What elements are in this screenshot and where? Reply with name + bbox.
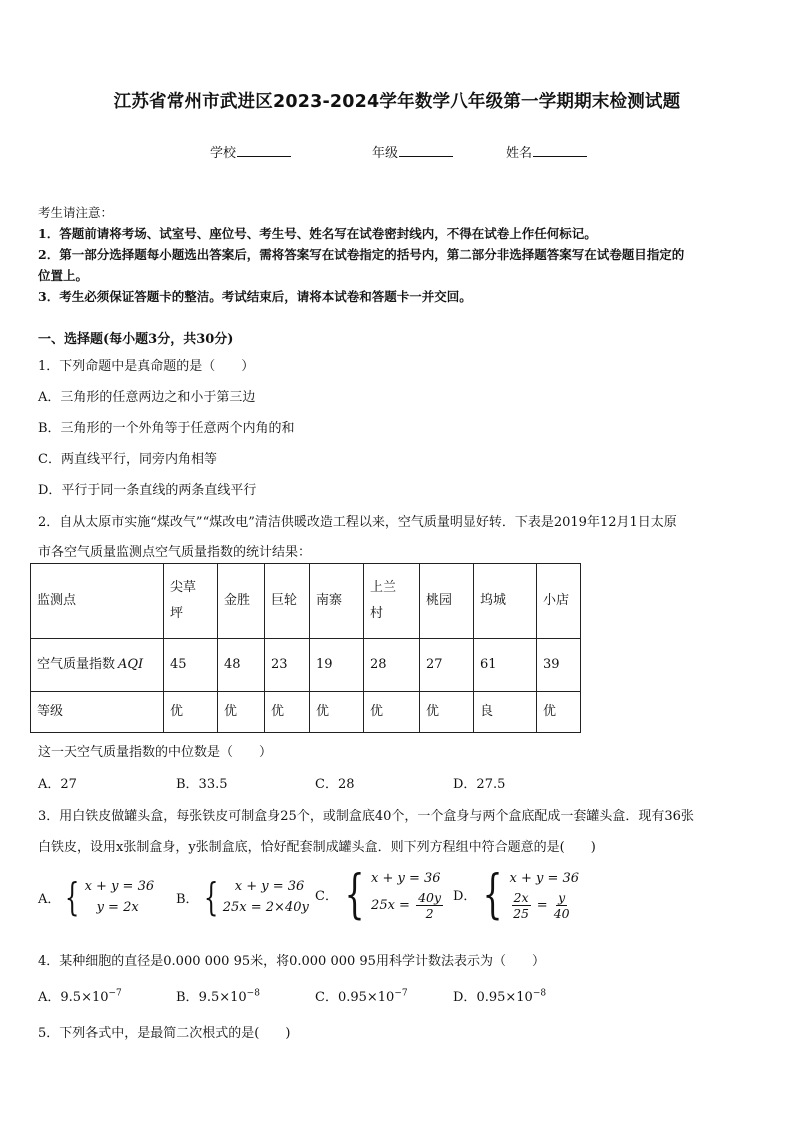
question-3-option-a [38, 876, 154, 918]
table-cell-station: 巨轮 [265, 564, 310, 639]
table-cell-value: 27 [420, 639, 474, 692]
school-blank [237, 144, 291, 157]
table-cell-station: 金胜 [218, 564, 265, 639]
question-2-stem-line1: 2．自从太原市实施“煤改气”“煤改电”清洁供暖改造工程以来，空气质量明显好转．下表是2019年12月1日太原 [38, 515, 677, 530]
question-3-option-b [176, 876, 309, 918]
table-cell-value: 61 [474, 639, 537, 692]
table-cell-value: 28 [364, 639, 420, 692]
question-1-option-d: D．平行于同一条直线的两条直线平行 [38, 483, 257, 498]
page-title: 江苏省常州市武进区2023-2024学年数学八年级第一学期期末检测试题 [113, 92, 681, 112]
table-cell-station: 上兰 村 [364, 564, 420, 639]
question-3-stem-line2: 白铁皮，设用x张制盒身，y张制盒底，恰好配套制成罐头盒．则下列方程组中符合题意的是( ) [38, 840, 596, 855]
option-label: D． [453, 889, 477, 904]
table-cell-grade: 优 [420, 692, 474, 733]
note-item: 3．考生必须保证答题卡的整洁。考试结束后，请将本试卷和答题卡一并交回。 [38, 289, 472, 304]
question-2-stem-line2: 市各空气质量监测点空气质量指数的统计结果： [38, 545, 312, 560]
equation: x + y = 36 [509, 871, 580, 886]
table-cell-label: 监测点 [31, 564, 164, 639]
notes-heading: 考生请注意： [38, 205, 114, 220]
question-2-option-d: D．27.5 [453, 777, 506, 792]
table-cell-value: 45 [164, 639, 218, 692]
equation: x + y = 36 [371, 871, 441, 886]
table-cell-value: 23 [265, 639, 310, 692]
equation: x + y = 36 [234, 879, 305, 894]
table-cell-grade: 优 [364, 692, 420, 733]
aqi-table [30, 563, 581, 733]
fraction-denominator: 2 [425, 906, 434, 921]
option-label: A． [38, 891, 61, 907]
question-4-stem: 4．某种细胞的直径是0.000 000 95米，将0.000 000 95用科学计数法表示为（ ） [38, 954, 545, 969]
grade-field [372, 142, 453, 161]
note-item: 2．第一部分选择题每小题选出答案后，需将答案写在试卷指定的括号内，第二部分非选择题答案写在试卷题目指定的 [38, 247, 685, 262]
question-3-option-d [453, 864, 580, 925]
question-1-option-c: C．两直线平行，同旁内角相等 [38, 452, 217, 467]
table-cell-grade: 良 [474, 692, 537, 733]
school-label: 学校 [210, 146, 237, 161]
name-field [506, 142, 587, 161]
table-cell-label: 等级 [31, 692, 164, 733]
table-cell-station: 小店 [537, 564, 581, 639]
equation: y = 2x [96, 900, 139, 915]
question-4-option-b: B．$9.5\times 10^{-8}$ [176, 988, 260, 1005]
brace-icon: { [203, 875, 218, 919]
school-field [210, 142, 291, 161]
table-cell-station: 桃园 [420, 564, 474, 639]
equation: 25x = 2×40y [222, 900, 309, 915]
question-2-followup: 这一天空气质量指数的中位数是（ ） [38, 745, 273, 760]
question-1-stem: 1．下列命题中是真命题的是（ ） [38, 359, 255, 374]
table-cell-label: 空气质量指数 AQI [31, 639, 164, 692]
name-blank [533, 144, 587, 157]
question-2-option-a: A．27 [38, 777, 77, 792]
table-row-stations [31, 564, 581, 639]
table-cell-grade: 优 [310, 692, 364, 733]
table-cell-station: 坞城 [474, 564, 537, 639]
equation: 25x = $\frac{40y}{2}$ [371, 890, 442, 921]
question-4-option-d: D．$0.95\times 10^{-8}$ [453, 988, 547, 1005]
question-4-option-c: C．$0.95\times 10^{-7}$ [315, 988, 408, 1005]
note-item: 1．答题前请将考场、试室号、座位号、考生号、姓名写在试卷密封线内，不得在试卷上作任何标记。 [38, 226, 597, 241]
question-1-option-a: A．三角形的任意两边之和小于第三边 [38, 390, 256, 405]
table-cell-value: 48 [218, 639, 265, 692]
note-item: 位置上。 [38, 268, 89, 283]
table-cell-grade: 优 [265, 692, 310, 733]
table-cell-station: 尖草 坪 [164, 564, 218, 639]
table-cell-grade: 优 [218, 692, 265, 733]
option-label: C． [315, 889, 338, 904]
question-1-option-b: B．三角形的一个外角等于任意两个内角的和 [38, 421, 295, 436]
aqi-symbol: AQI [118, 657, 144, 672]
question-4-option-a: A．$9.5\times 10^{-7}$ [38, 988, 122, 1005]
fraction-numerator: 40y [418, 890, 442, 905]
fraction-numerator: 2x [513, 890, 529, 905]
equation: x + y = 36 [84, 879, 155, 894]
question-2-option-c: C．28 [315, 777, 355, 792]
question-3-option-c [315, 864, 445, 925]
fraction-denominator: 40 [553, 906, 570, 921]
table-row-grades [31, 692, 581, 733]
table-cell-station: 南寨 [310, 564, 364, 639]
table-cell-value: 39 [537, 639, 581, 692]
table-cell-grade: 优 [164, 692, 218, 733]
brace-icon: { [483, 864, 503, 925]
table-cell-grade: 优 [537, 692, 581, 733]
name-label: 姓名 [506, 146, 533, 161]
table-cell-value: 19 [310, 639, 364, 692]
question-3-stem-line1: 3．用白铁皮做罐头盒，每张铁皮可制盒身25个，或制盒底40个，一个盒身与两个盒底配成一套罐头盒．现有36张 [38, 809, 694, 824]
brace-icon: { [65, 875, 80, 919]
equation: $\frac{2x}{25}$ = $\frac{y}{40}$ [513, 890, 570, 921]
question-5-stem: 5．下列各式中，是最简二次根式的是( ) [38, 1026, 291, 1041]
section-title: 一、选择题(每小题3分，共30分) [38, 332, 234, 347]
option-label: B． [176, 891, 199, 907]
table-row-aqi [31, 639, 581, 692]
fraction-denominator: 25 [513, 906, 529, 921]
brace-icon: { [344, 864, 365, 925]
question-2-option-b: B．33.5 [176, 777, 228, 792]
fraction-numerator: y [558, 890, 566, 905]
grade-blank [399, 144, 453, 157]
grade-label: 年级 [372, 146, 399, 161]
